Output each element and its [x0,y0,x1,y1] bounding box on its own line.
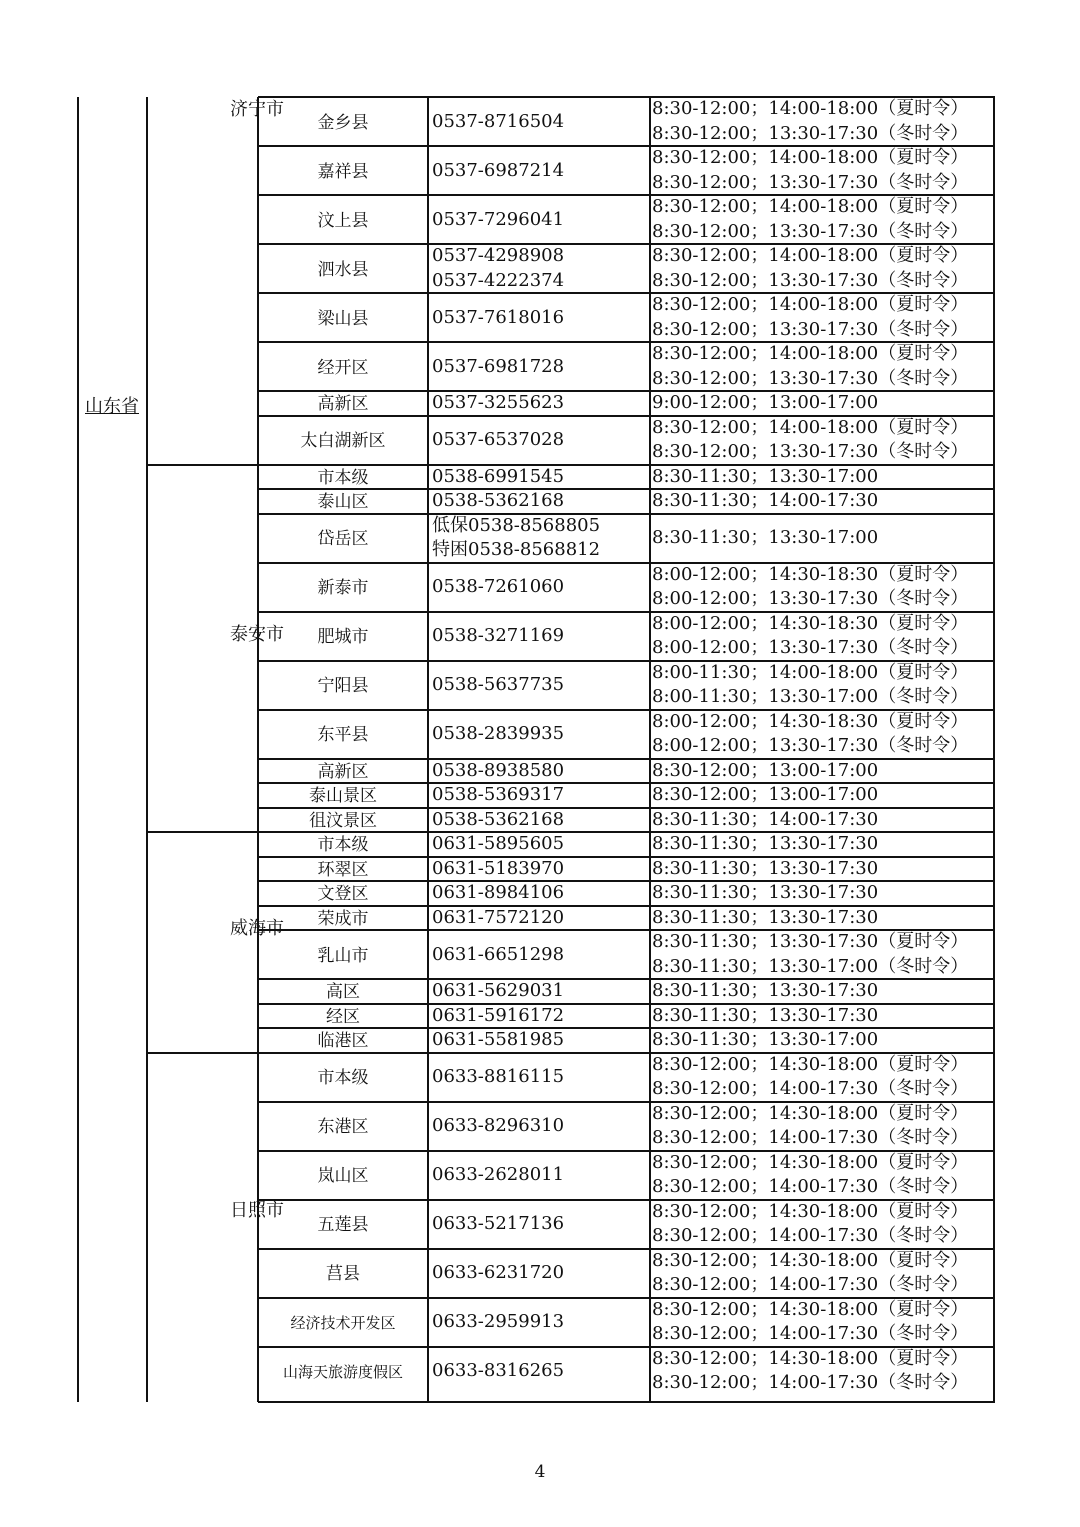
area-name: 文登区 [317,884,369,905]
office-hours: 8:30-12:00；13:30-17:30（冬时令） [652,171,969,193]
office-hours: 8:30-12:00；14:30-18:00（夏时令） [652,1053,969,1075]
area-name: 市本级 [317,467,369,488]
phone-number: 0537-7296041 [432,208,565,230]
phone-number: 0538-5362168 [432,490,565,512]
office-hours: 8:30-12:00；13:30-17:30（冬时令） [652,318,969,340]
office-hours: 8:30-12:00；13:30-17:30（冬时令） [652,367,969,389]
phone-number: 0633-2628011 [432,1164,565,1185]
phone-number: 0537-4222374 [432,269,565,291]
phone-number: 0633-8296310 [432,1115,565,1136]
office-hours: 8:30-12:00；14:00-18:00（夏时令） [652,416,969,438]
area-name: 泰山区 [317,492,369,513]
phone-number: 0538-7261060 [432,576,565,597]
city-column-line [146,97,148,1402]
office-hours: 8:30-11:30；13:30-17:30 [652,906,879,928]
phone-number: 0537-6987214 [432,159,565,181]
area-name: 经区 [326,1006,360,1027]
row-divider [258,488,995,490]
phone-number: 0537-4298908 [432,245,565,267]
office-hours: 8:30-12:00；14:00-18:00（夏时令） [652,294,969,316]
phone-number: 0633-5217136 [432,1213,565,1234]
office-hours: 8:30-11:30；13:30-17:30 [652,1004,879,1026]
area-name: 泗水县 [317,259,369,280]
office-hours: 8:30-12:00；14:00-17:30（冬时令） [652,1078,969,1100]
office-hours: 8:30-12:00；13:00-17:00 [652,759,879,781]
office-hours: 8:00-12:00；14:30-18:30（夏时令） [652,563,969,585]
office-hours: 8:00-12:00；13:30-17:30（冬时令） [652,588,969,610]
office-hours: 8:30-12:00；14:30-18:00（夏时令） [652,1102,969,1124]
office-hours: 8:30-11:30；14:00-17:30 [652,490,879,512]
city-name: 泰安市 [230,624,284,646]
row-divider [258,856,995,858]
page-number: 4 [534,1462,546,1482]
office-hours: 8:30-12:00；14:00-18:00（夏时令） [652,147,969,169]
phone-number: 0633-8316265 [432,1360,565,1381]
office-hours: 8:30-12:00；14:30-18:00（夏时令） [652,1249,969,1271]
office-hours: 8:30-12:00；14:00-17:30（冬时令） [652,1225,969,1247]
area-name: 肥城市 [317,627,369,647]
area-name: 泰山景区 [309,786,377,807]
area-name: 莒县 [326,1264,360,1284]
area-name: 经开区 [317,357,369,378]
phone-number: 0537-6537028 [432,429,565,450]
row-divider [258,513,995,515]
phone-number: 0633-8816115 [432,1066,565,1087]
office-hours: 8:00-12:00；14:30-18:30（夏时令） [652,612,969,634]
office-hours: 8:30-12:00；13:30-17:30（冬时令） [652,441,969,463]
area-name: 宁阳县 [317,676,369,696]
office-hours: 8:30-12:00；14:00-18:00（夏时令） [652,245,969,267]
office-hours: 8:30-12:00；14:00-18:00（夏时令） [652,98,969,120]
area-name: 荣成市 [317,908,369,929]
office-hours: 9:00-12:00；13:00-17:00 [652,392,879,414]
office-hours: 8:30-12:00；14:30-18:00（夏时令） [652,1200,969,1222]
office-hours: 8:30-11:30；13:30-17:00 [652,465,879,487]
office-hours: 8:30-12:00；13:30-17:30（冬时令） [652,220,969,242]
phone-number: 0631-7572120 [432,906,565,928]
phone-number: 0538-5362168 [432,808,565,830]
office-hours: 8:30-12:00；14:00-18:00（夏时令） [652,196,969,218]
office-hours: 8:30-11:30；13:30-17:00 [652,1029,879,1051]
office-hours: 8:30-12:00；14:00-18:00（夏时令） [652,343,969,365]
phone-number: 0633-6231720 [432,1262,565,1283]
area-name: 徂汶景区 [309,810,377,831]
phone-number: 0537-6981728 [432,355,565,377]
phone-number: 0537-3255623 [432,392,565,414]
area-name: 五莲县 [317,1215,369,1235]
area-name: 东港区 [317,1117,369,1137]
area-name: 嘉祥县 [317,161,369,182]
area-name: 市本级 [317,835,369,856]
office-hours: 8:00-11:30；13:30-17:00（冬时令） [652,686,969,708]
office-hours: 8:30-11:30；14:00-17:30 [652,808,879,830]
office-hours: 8:30-12:00；14:00-17:30（冬时令） [652,1372,969,1394]
phone-number: 0538-5637735 [432,674,565,695]
office-hours: 8:30-11:30；13:30-17:30 [652,980,879,1002]
phone-number: 特困0538-8568812 [432,539,601,561]
phone-number: 0538-5369317 [432,784,565,806]
phone-number: 0631-5629031 [432,980,565,1002]
office-hours: 8:30-11:30；13:30-17:30 [652,857,879,879]
row-divider [258,880,995,882]
office-hours: 8:30-12:00；14:00-17:30（冬时令） [652,1127,969,1149]
office-hours: 8:00-12:00；14:30-18:30（夏时令） [652,710,969,732]
area-name: 高新区 [317,761,369,782]
area-name: 高新区 [317,394,369,415]
row-divider [258,1003,995,1005]
office-hours: 8:30-11:30；13:30-17:30 [652,833,879,855]
phone-number: 0633-2959913 [432,1311,565,1332]
area-name: 汶上县 [317,210,369,231]
city-name: 威海市 [230,918,284,940]
office-hours: 8:30-11:30；13:30-17:30 [652,882,879,904]
phone-number: 0538-3271169 [432,625,565,646]
phone-number: 0538-6991545 [432,465,565,487]
office-hours: 8:30-12:00；13:30-17:30（冬时令） [652,269,969,291]
office-hours: 8:30-12:00；14:00-17:30（冬时令） [652,1323,969,1345]
office-hours: 8:30-12:00；14:00-17:30（冬时令） [652,1274,969,1296]
city-name: 日照市 [230,1200,284,1221]
province-label: 山东省 [85,396,139,417]
office-hours: 8:00-12:00；13:30-17:30（冬时令） [652,637,969,659]
phone-number: 0631-5183970 [432,857,565,879]
phone-number: 0537-8716504 [432,110,565,132]
area-name: 东平县 [317,725,369,745]
phone-number: 0538-8938580 [432,759,565,781]
office-hours: 8:30-12:00；14:30-18:00（夏时令） [652,1347,969,1369]
area-name: 环翠区 [317,859,369,880]
table-bottom-border [258,1401,995,1403]
area-name: 梁山县 [317,308,369,329]
office-hours: 8:00-11:30；14:00-18:00（夏时令） [652,661,969,683]
area-name: 岱岳区 [317,529,369,549]
office-hours: 8:00-12:00；13:30-17:30（冬时令） [652,735,969,757]
area-name: 高区 [326,982,360,1003]
office-hours: 8:30-11:30；13:30-17:00（冬时令） [652,955,969,977]
office-hours: 8:30-11:30；13:30-17:00 [652,527,879,548]
phone-number: 0631-8984106 [432,882,565,904]
office-hours: 8:30-12:00；13:00-17:00 [652,784,879,806]
office-hours: 8:30-12:00；14:30-18:00（夏时令） [652,1151,969,1173]
area-name: 经济技术开发区 [290,1314,396,1332]
row-divider [258,1027,995,1029]
area-name: 新泰市 [317,578,369,598]
phone-number: 低保0538-8568805 [432,514,601,536]
phone-number: 0537-7618016 [432,306,565,328]
row-divider [258,905,995,907]
office-hours: 8:30-12:00；14:00-17:30（冬时令） [652,1176,969,1198]
area-name: 太白湖新区 [300,431,386,451]
phone-number: 0631-5916172 [432,1004,565,1026]
area-name: 金乡县 [317,112,369,133]
phone-number: 0538-2839935 [432,723,565,744]
phone-number: 0631-6651298 [432,943,565,965]
phone-number: 0631-5895605 [432,833,565,855]
city-name: 济宁市 [230,99,284,120]
area-name: 山海天旅游度假区 [282,1363,404,1381]
area-name: 岚山区 [317,1166,369,1186]
office-hours: 8:30-12:00；13:30-17:30（冬时令） [652,122,969,144]
area-name: 市本级 [317,1068,369,1088]
area-name: 临港区 [317,1031,369,1052]
province-column-line [77,97,79,1402]
phone-number: 0631-5581985 [432,1029,565,1051]
office-hours: 8:30-11:30；13:30-17:30（夏时令） [652,931,969,953]
area-name: 乳山市 [317,945,369,966]
office-hours: 8:30-12:00；14:30-18:00（夏时令） [652,1298,969,1320]
